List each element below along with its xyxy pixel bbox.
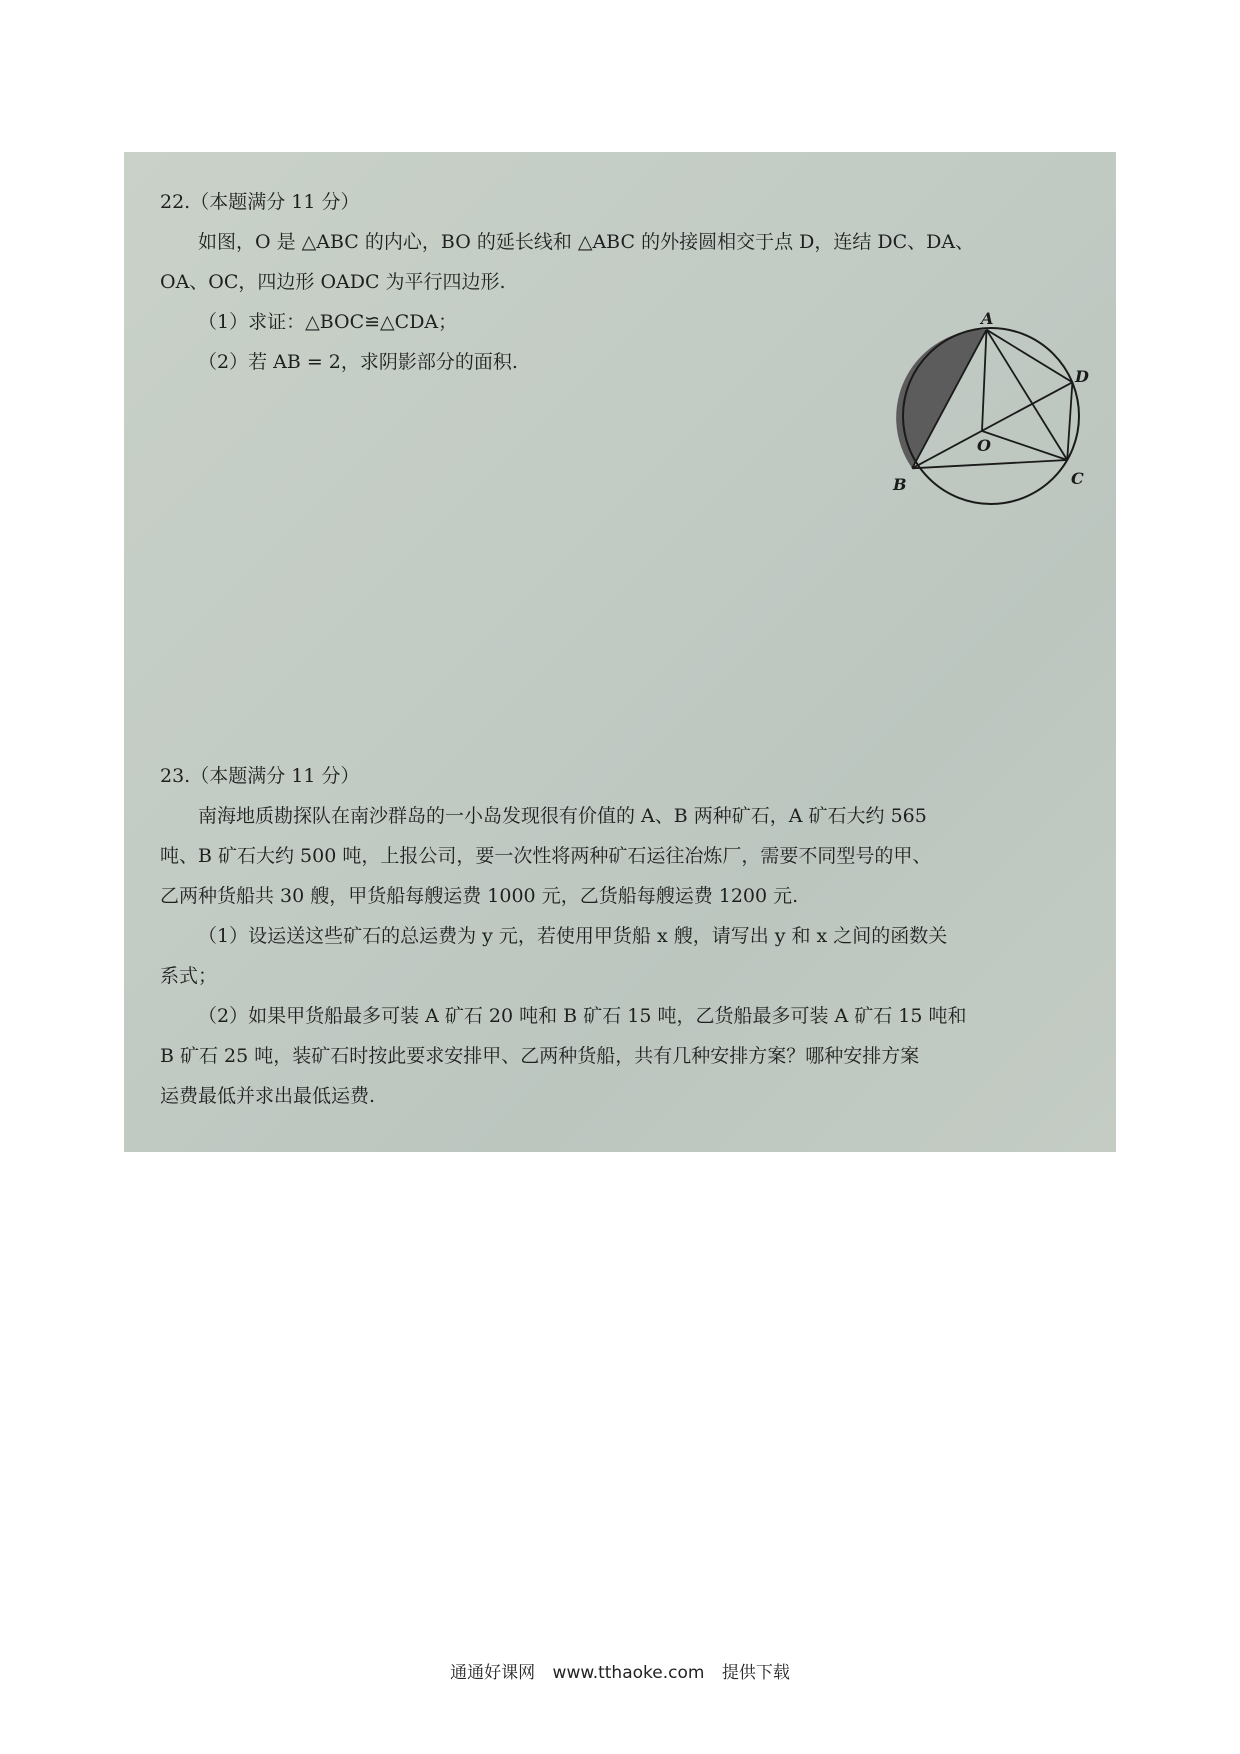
question-23-part2-line2: B 矿石 25 吨，装矿石时按此要求安排甲、乙两种货船，共有几种安排方案？哪种安排方案 <box>160 1045 920 1067</box>
label-b: B <box>893 475 907 494</box>
geometry-figure <box>841 304 1089 519</box>
segment-ca <box>987 330 1068 460</box>
question-22-part2: （2）若 AB = 2，求阴影部分的面积. <box>198 351 518 373</box>
question-23-part1-line1: （1）设运送这些矿石的总运费为 y 元，若使用甲货船 x 艘，请写出 y 和 x 之间的函数关 <box>198 925 948 947</box>
question-23-part2-line3: 运费最低并求出最低运费. <box>160 1085 376 1107</box>
segment-oa <box>982 330 987 431</box>
question-22-stem-line1: 如图，O 是 △ABC 的内心，BO 的延长线和 △ABC 的外接圆相交于点 D，连结 DC、DA、 <box>198 231 975 253</box>
question-23-header: 23.（本题满分 11 分） <box>160 765 360 787</box>
footer-url-link[interactable]: www.tthaoke.com <box>552 1663 705 1683</box>
footer <box>0 1658 1240 1683</box>
question-22-part1: （1）求证：△BOC≌△CDA； <box>198 311 458 333</box>
question-23-part1-line2: 系式； <box>160 965 218 987</box>
segment-bc <box>912 460 1067 468</box>
label-d: D <box>1075 367 1089 386</box>
label-c: C <box>1071 469 1084 488</box>
footer-note: 提供下载 <box>721 1663 790 1683</box>
segment-dc <box>1067 382 1072 460</box>
label-o: O <box>977 436 991 455</box>
question-23-part2-line1: （2）如果甲货船最多可装 A 矿石 20 吨和 B 矿石 15 吨，乙货船最多可装 A 矿石 15 吨和 <box>198 1005 967 1027</box>
question-23 <box>160 756 1080 1116</box>
exam-photo <box>124 152 1116 1152</box>
footer-site-name: 通通好课网 <box>450 1663 536 1683</box>
question-23-stem-line3: 乙两种货船共 30 艘，甲货船每艘运费 1000 元，乙货船每艘运费 1200 元. <box>160 885 799 907</box>
label-a: A <box>981 309 994 328</box>
question-22-stem-line2: OA、OC，四边形 OADC 为平行四边形. <box>160 271 506 293</box>
question-23-stem-line2: 吨、B 矿石大约 500 吨，上报公司，要一次性将两种矿石运往冶炼厂，需要不同型号的甲、 <box>160 845 932 867</box>
question-23-stem-line1: 南海地质勘探队在南沙群岛的一小岛发现很有价值的 A、B 两种矿石，A 矿石大约 565 <box>198 805 927 827</box>
question-22-header: 22.（本题满分 11 分） <box>160 191 360 213</box>
segment-oc <box>982 431 1067 460</box>
